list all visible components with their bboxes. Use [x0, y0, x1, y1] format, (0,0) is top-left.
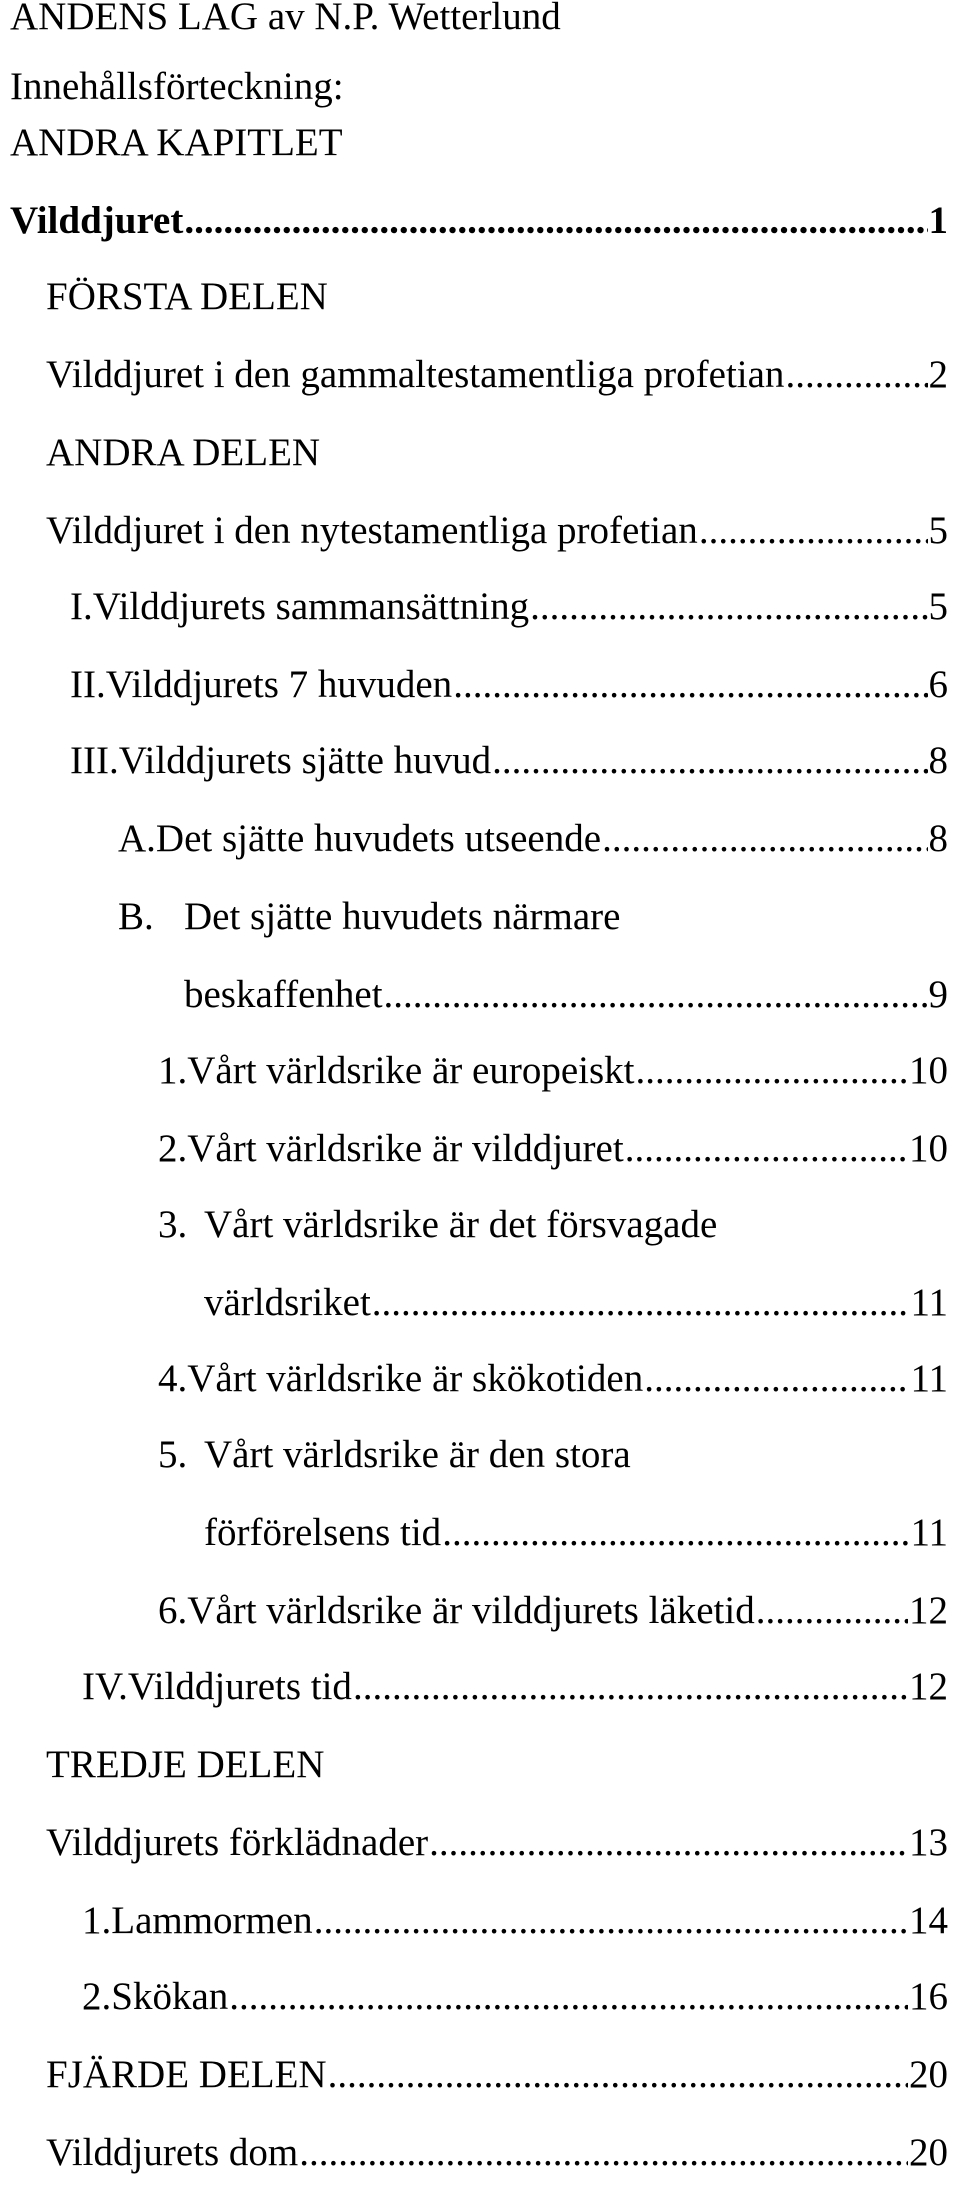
toc-page-number: 14	[909, 1899, 948, 1942]
toc-page-number: 10	[909, 1049, 948, 1092]
toc-entry-number: 4.	[158, 1357, 188, 1400]
toc-entry-title: Vilddjurets sjätte huvud	[118, 739, 492, 782]
toc-entry-item5-cont[interactable]	[204, 1508, 948, 1558]
toc-entry-number: 2.	[158, 1127, 188, 1170]
toc-entry-sec2[interactable]	[70, 660, 948, 710]
toc-entry-number: 6.	[158, 1589, 188, 1632]
toc-entry-title: Lammormen	[111, 1899, 313, 1942]
toc-entry-number: 3.	[158, 1203, 188, 1246]
toc-page-number: 13	[909, 1821, 948, 1864]
toc-leader-dots	[699, 506, 928, 556]
toc-entry-title: Vilddjuret i den nytestamentliga profetian	[46, 509, 698, 552]
toc-entry-number: 1.	[158, 1049, 188, 1092]
toc-entry-title: Vårt världsrike är skökotiden	[187, 1357, 644, 1400]
toc-entry-title: Vilddjurets 7 huvuden	[105, 663, 453, 706]
toc-entry-title: Vilddjurets sammansättning	[92, 585, 530, 628]
toc-leader-dots	[625, 1124, 908, 1174]
toc-page-number: 11	[910, 1281, 948, 1324]
toc-page-number: 1	[928, 199, 948, 242]
toc-page-number: 11	[910, 1357, 948, 1400]
toc-page-number: 2	[928, 353, 948, 396]
toc-entry-part3-item1[interactable]	[82, 1896, 948, 1946]
toc-leader-dots	[636, 1046, 909, 1096]
toc-entry-part3[interactable]	[46, 1818, 948, 1868]
toc-entry-sec4[interactable]	[82, 1662, 948, 1712]
toc-entry-number: II.	[70, 663, 106, 706]
toc-entry-item5[interactable]	[158, 1430, 948, 1480]
toc-entry-title: Vilddjurets dom	[46, 2131, 299, 2174]
toc-entry-number: III.	[70, 739, 119, 782]
toc-page-number: 9	[928, 973, 948, 1016]
toc-page-number: 11	[910, 1511, 948, 1554]
toc-leader-dots	[644, 1354, 909, 1404]
toc-entry-item2[interactable]	[158, 1124, 948, 1174]
toc-leader-dots	[756, 1586, 908, 1636]
toc-entry-part3-item2[interactable]	[82, 1972, 948, 2022]
toc-entry-title-line1: Det sjätte huvudets närmare	[184, 895, 621, 938]
toc-leader-dots	[372, 1278, 910, 1328]
toc-page-number: 5	[928, 585, 948, 628]
toc-entry-part2[interactable]	[46, 506, 948, 556]
toc-entry-vilddjuret[interactable]	[10, 196, 948, 246]
toc-page-number: 20	[909, 2053, 948, 2096]
toc-page-number: 5	[928, 509, 948, 552]
part-heading-andra-delen: ANDRA DELEN	[46, 431, 321, 474]
toc-entry-subA[interactable]	[118, 814, 948, 864]
toc-entry-part4[interactable]	[46, 2050, 948, 2100]
toc-page-number: 8	[928, 817, 948, 860]
part-heading-tredje-delen: TREDJE DELEN	[46, 1743, 325, 1786]
toc-leader-dots	[530, 582, 927, 632]
toc-entry-title: Vilddjurets förklädnader	[46, 1821, 429, 1864]
toc-page-number: 12	[909, 1665, 948, 1708]
chapter-heading: ANDRA KAPITLET	[10, 121, 343, 164]
toc-leader-dots	[353, 1662, 908, 1712]
toc-entry-sec1[interactable]	[70, 582, 948, 632]
toc-entry-title-line1: Vårt världsrike är den stora	[204, 1433, 631, 1476]
toc-entry-title: Vilddjurets tid	[127, 1665, 352, 1708]
toc-entry-title-line2: förförelsens tid	[204, 1511, 442, 1554]
toc-entry-subB-cont[interactable]	[184, 970, 948, 1020]
toc-heading: Innehållsförteckning:	[10, 65, 344, 108]
toc-leader-dots	[492, 736, 927, 786]
toc-page-number: 6	[928, 663, 948, 706]
part-heading-forsta-delen: FÖRSTA DELEN	[46, 275, 328, 318]
toc-entry-title: FJÄRDE DELEN	[46, 2053, 327, 2096]
toc-page-number: 20	[909, 2131, 948, 2174]
toc-leader-dots	[328, 2050, 908, 2100]
toc-leader-dots	[384, 970, 928, 1020]
toc-entry-number: 5.	[158, 1433, 188, 1476]
toc-entry-item6[interactable]	[158, 1586, 948, 1636]
toc-entry-title: Vilddjuret	[10, 199, 184, 242]
toc-entry-title: Vårt världsrike är europeiskt	[187, 1049, 635, 1092]
toc-leader-dots	[442, 1508, 909, 1558]
toc-leader-dots	[602, 814, 927, 864]
toc-entry-item4[interactable]	[158, 1354, 948, 1404]
toc-entry-item3-cont[interactable]	[204, 1278, 948, 1328]
toc-entry-item1[interactable]	[158, 1046, 948, 1096]
toc-entry-title: Vilddjuret i den gammaltestamentliga profetian	[46, 353, 785, 396]
toc-entry-subB[interactable]	[118, 892, 948, 942]
toc-leader-dots	[314, 1896, 908, 1946]
toc-entry-title-line2: beskaffenhet	[184, 973, 383, 1016]
toc-leader-dots	[785, 350, 927, 400]
toc-leader-dots	[453, 660, 927, 710]
toc-entry-title: Det sjätte huvudets utseende	[155, 817, 602, 860]
toc-entry-number: 2.	[82, 1975, 112, 2018]
toc-leader-dots	[299, 2128, 908, 2178]
toc-entry-number: I.	[70, 585, 93, 628]
toc-entry-part1[interactable]	[46, 350, 948, 400]
toc-entry-title-line1: Vårt världsrike är det försvagade	[204, 1203, 718, 1246]
toc-entry-title: Vårt världsrike är vilddjurets läketid	[187, 1589, 755, 1632]
toc-entry-item3[interactable]	[158, 1200, 948, 1250]
toc-entry-number: B.	[118, 895, 154, 938]
toc-entry-sec3[interactable]	[70, 736, 948, 786]
document-title: ANDENS LAG av N.P. Wetterlund	[10, 0, 561, 38]
toc-leader-dots	[184, 196, 927, 246]
toc-entry-number: IV.	[82, 1665, 128, 1708]
toc-entry-final[interactable]	[46, 2128, 948, 2178]
toc-entry-title: Vårt världsrike är vilddjuret	[187, 1127, 624, 1170]
toc-entry-number: A.	[118, 817, 156, 860]
toc-page-number: 12	[909, 1589, 948, 1632]
toc-leader-dots	[229, 1972, 908, 2022]
toc-leader-dots	[429, 1818, 908, 1868]
toc-page-number: 10	[909, 1127, 948, 1170]
toc-entry-number: 1.	[82, 1899, 112, 1942]
toc-entry-title: Skökan	[111, 1975, 229, 2018]
toc-page-number: 16	[909, 1975, 948, 2018]
toc-page-number: 8	[928, 739, 948, 782]
toc-entry-title-line2: världsriket	[204, 1281, 371, 1324]
